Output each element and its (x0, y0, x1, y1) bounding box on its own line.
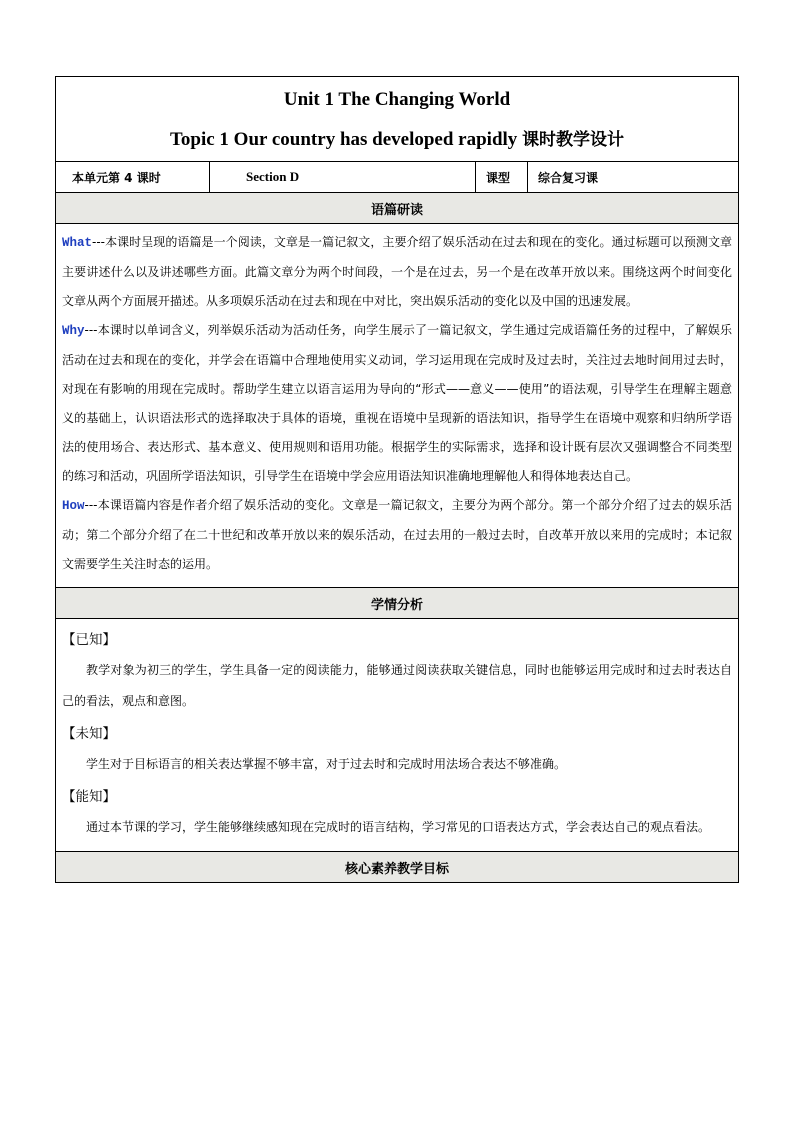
lesson-number: 本单元第 4 课时 (56, 162, 210, 193)
topic-title-cn: 课时教学设计 (522, 130, 625, 150)
topic-title (56, 128, 738, 152)
title-cell (56, 77, 739, 162)
unit-title: Unit 1 The Changing World (283, 89, 511, 110)
able-text: 通过本节课的学习，学生能够继续感知现在完成时的语言结构，学习常见的口语表达方式，学会表达自己的观点看法。 (86, 820, 711, 834)
what-paragraph (62, 228, 732, 316)
lesson-plan-table (55, 76, 739, 883)
known-label: 【已知】 (62, 632, 116, 648)
how-paragraph (62, 491, 732, 579)
lesson-type-label: 课型 (476, 162, 528, 193)
what-text: ---本课时呈现的语篇是一个阅读，文章是一篇记叙文，主要介绍了娱乐活动在过去和现在的变化。通过标题可以预测文章主要讲述什么以及讲述哪些方面。此篇文章分为两个时间段，一个是在过去，另一个是在改革开放以来。围绕这两个时间变化文章从两个方面展开描述。从多项娱乐活动在过去和现在中对比，突出娱乐活动的变化以及中国的迅速发展。 (62, 235, 733, 308)
learner-analysis-body (56, 619, 739, 852)
how-text: ---本课语篇内容是作者介绍了娱乐活动的变化。文章是一篇记叙文，主要分为两个部分。第一个部分介绍了过去的娱乐活动；第二个部分介绍了在二十世纪和改革开放以来的娱乐活动，在过去用的一般过去时，自改革开放以来用的完成时；本记叙文需要学生关注时态的运用。 (62, 498, 733, 571)
lesson-plan-document (55, 76, 738, 883)
why-keyword: Why (62, 324, 85, 338)
how-keyword: How (62, 499, 85, 513)
unknown-label: 【未知】 (62, 726, 116, 742)
topic-title-en: Topic 1 Our country has developed rapidly (169, 129, 518, 150)
why-text: ---本课时以单词含义，列举娱乐活动为活动任务，向学生展示了一篇记叙文，学生通过完成语篇任务的过程中，了解娱乐活动在过去和现在的变化，并学会在语篇中合理地使用实义动词，学习运用现在完成时及过去时，关注过去地时间用过去时，对现在有影响的用现在完成时。帮助学生建立以语言运用为导向的“形式——意义——使用”的语法观，引导学生在理解主题意义的基础上，认识语法形式的选择取决于具体的语境，重视在语境中呈现新的语法知识，指导学生在语境中观察和归纳所学语法的使用场合、表达形式、基本意义、使用规则和语用功能。根据学生的实际需求，选择和设计既有层次又强调整合不同类型的练习和活动，巩固所学语法知识，引导学生在语境中学会应用语法知识准确地理解他人和得体地表达自己。 (62, 323, 733, 483)
learner-analysis-heading: 学情分析 (56, 588, 739, 619)
known-text: 教学对象为初三的学生，学生具备一定的阅读能力，能够通过阅读获取关键信息，同时也能够运用完成时和过去时表达自己的看法，观点和意图。 (62, 663, 733, 708)
section-name: Section D (210, 162, 476, 193)
able-label: 【能知】 (62, 789, 116, 805)
unknown-text: 学生对于目标语言的相关表达掌握不够丰富，对于过去时和完成时用法场合表达不够准确。 (86, 757, 567, 771)
text-study-body (56, 224, 739, 588)
what-keyword: What (62, 236, 93, 250)
info-row (56, 162, 739, 193)
lesson-type-value: 综合复习课 (528, 162, 739, 193)
core-goals-heading: 核心素养教学目标 (56, 852, 739, 883)
why-paragraph (62, 316, 732, 491)
text-study-heading: 语篇研读 (56, 193, 739, 224)
